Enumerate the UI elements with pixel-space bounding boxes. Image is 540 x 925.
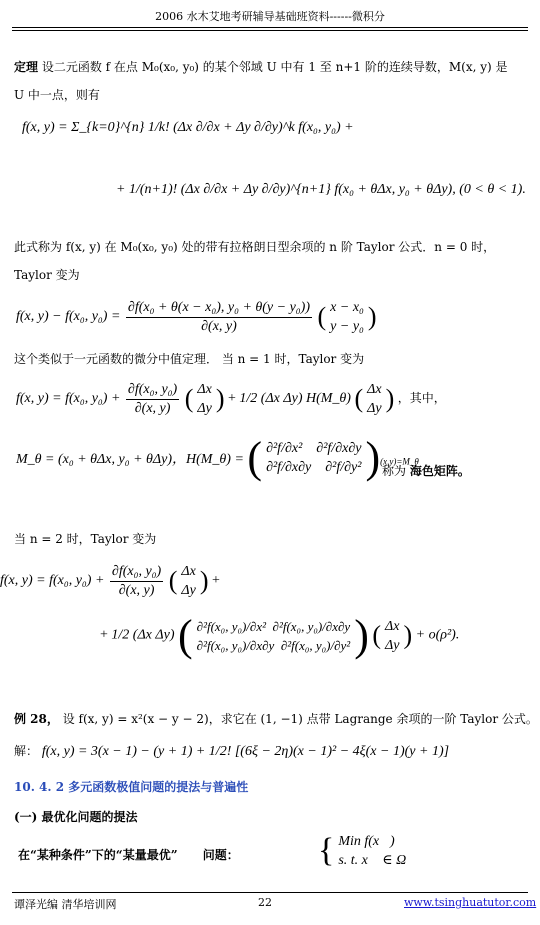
mvt-lhs: f(x, y) − f(x₀, y₀) = [16,309,124,325]
optimization-system: { Min f(x⃗) s. t. x⃗ ∈ Ω [318,832,410,870]
n2-tail: + o(ρ²). [415,627,460,643]
hessian-definition: M_θ = (x₀ + θΔx, y₀ + θΔy)，H(M_θ) = ( ∂²f/∂x² ∂²f/∂x∂y ∂²f/∂x∂y ∂²f/∂y² )$_{(x,y)=M\_\theta}$ [16,433,419,482]
theorem-line-2: U 中一点，则有 [14,88,100,102]
mvt-vector-bottom: y − y₀ [330,319,364,334]
taylor-sum: Σ_{k=0}^{n} 1/k! (Δx ∂/∂x + Δy ∂/∂y)^k f(x₀, y₀) + [71,120,354,135]
optimization-line-2: s. t. x⃗ ∈ Ω [338,853,407,868]
hessian-note-bold: 海色矩阵。 [409,464,470,478]
footer-author: 谭泽光编 清华培训网 [14,898,117,911]
n2-fraction [110,564,163,599]
n1-denominator: ∂(x, y) [126,399,179,417]
hessian-subscript: (x,y)=M_θ [380,456,419,467]
n1-hessian: H(M_θ) [305,391,351,407]
hessian-note-prefix: 称为 [382,464,407,478]
solution [14,742,449,760]
optimization-text: 在“某种条件”下的“某量最优” [18,848,178,862]
solution-label: 解： [14,744,39,758]
footer-url[interactable] [404,896,536,909]
n1-half: 1/2 [239,391,258,407]
n2-row-vector: (Δx Δy) [132,627,175,643]
n2-plus: + [212,573,220,589]
hessian-note [382,462,470,479]
hessian-m21: ∂²f/∂x∂y [266,459,312,475]
taylor-formula-line-2: + 1/(n+1)! (Δx ∂/∂x + Δy ∂/∂y)^{n+1} f(x₀ + θΔx, y₀ + θΔy), (0 < θ < 1). [116,182,526,197]
optimization-line-1: Min f(x⃗) [338,834,395,849]
taylor-n2-formula-line-2: + 1/2 (Δx Δy) ( ∂²f(x₀, y₀)/∂x² ∂²f(x₀, y₀)/∂x∂y ∂²f(x₀, y₀)/∂x∂y ∂²f(x₀, y₀)/∂y² ) ( Δx Δy ) + o(ρ²). [100,611,460,660]
hessian-m22: ∂²f/∂y² [325,459,362,475]
taylor-n1-formula: f(x, y) = f(x₀, y₀) + $\frac{\text{∂f(x₀, y₀)}}{\partial(x, y)}$ ( Δx Δy ) + 1/2 (Δx Δy) H(M_θ) ( Δx Δy ) ，其中， [16,381,446,416]
section-heading: 10. 4. 2 多元函数极值问题的提法与普遍性 [14,780,249,794]
solution-formula: f(x, y) = 3(x − 1) − (y + 1) + 1/2! [(6ξ − 2η)(x − 1)² − 4ξ(x − 1)(y + 1)] [41,744,450,759]
theorem-line-1 [14,58,508,75]
taylor-formula-line-1 [22,120,354,136]
n2-vector: Δx Δy [181,564,196,598]
problem-label: 问题： [202,848,239,862]
header-rule-top [12,27,528,28]
optimization-lines [334,832,410,870]
example-28 [14,710,538,727]
n2-hessian-matrix [193,617,355,655]
example-label: 例 28， [14,712,59,726]
mtheta-def: M_θ = (x₀ + θΔx, y₀ + θΔy)，H(M_θ) = [16,451,244,467]
para1-line-2: Taylor 变为 [14,268,80,282]
subsection-heading: (一) 最优化问题的提法 [14,810,138,824]
optimization-statement [18,846,239,863]
n1-lhs: f(x, y) = f(x₀, y₀) + [16,391,124,407]
mvt-formula: f(x, y) − f(x₀, y₀) = $\frac{\text{∂f(x₀ + θ(x − x₀), y₀ + θ(y − y₀))}}{\partial(x, y)}$ ( x − x₀ y − y₀ ) [16,299,377,334]
footer-url-link[interactable]: www.tsinghuatutor.com [404,896,537,909]
n1-vector: Δx Δy [197,382,212,416]
header-rule-bottom [12,30,528,31]
n2-m21: ∂²f(x₀, y₀)/∂x∂y [196,637,275,653]
n1-numerator: ∂f(x₀, y₀) [127,381,178,397]
n2-lhs: f(x, y) = f(x₀, y₀) + [0,573,108,589]
n2-half: 1/2 [111,627,130,643]
para3: 当 n = 2 时，Taylor 变为 [14,532,157,546]
n1-vector-2: Δx Δy [367,382,382,416]
hessian-m11: ∂²f/∂x² [266,440,303,456]
n2-vector-2: Δx Δy [385,618,400,653]
para1-line-1: 此式称为 f(x, y) 在 M₀(x₀, y₀) 处的带有拉格朗日型余项的 n 阶 Taylor 公式．n = 0 时， [14,240,496,254]
mvt-vector [326,298,368,336]
mvt-denominator: ∂(x, y) [126,317,312,335]
page-header: 2006 水木艾地考研辅导基础班资料------微积分 [155,10,385,23]
n2-denominator: ∂(x, y) [110,581,163,599]
n2-m11: ∂²f(x₀, y₀)/∂x² [196,618,267,634]
n2-m22: ∂²f(x₀, y₀)/∂y² [280,637,351,653]
n1-row-vector: (Δx Δy) [260,391,303,407]
taylor-n2-formula-line-1: f(x, y) = f(x₀, y₀) + $\frac{\text{∂f(x₀, y₀)}}{\partial(x, y)}$ ( Δx Δy ) + [0,563,220,598]
theorem-text-1: 设二元函数 f 在点 M₀(x₀, y₀) 的某个邻域 U 中有 1 至 n+1 阶的连续导数，M(x, y) 是 [41,60,508,74]
n1-fraction [126,382,179,417]
mvt-vector-top: x − x₀ [330,300,364,315]
mvt-numerator: ∂f(x₀ + θ(x − x₀), y₀ + θ(y − y₀)) [127,299,310,315]
footer-rule [12,892,528,893]
hessian-m12: ∂²f/∂x∂y [316,440,362,456]
n2-numerator: ∂f(x₀, y₀) [111,563,162,579]
taylor-lhs: f(x, y) = [22,120,72,135]
example-text: 设 f(x, y) = x²(x − y − 2)，求它在 (1, −1) 点带 Lagrange 余项的一阶 Taylor 公式。 [62,712,538,726]
hessian-matrix [262,439,365,477]
theorem-label: 定理 [14,60,39,74]
mvt-fraction [126,300,312,335]
para2: 这个类似于一元函数的微分中值定理． 当 n = 1 时，Taylor 变为 [14,352,365,366]
footer-page-number: 22 [258,896,272,909]
n1-tail: ，其中， [397,391,446,406]
n2-m12: ∂²f(x₀, y₀)/∂x∂y [272,618,351,634]
